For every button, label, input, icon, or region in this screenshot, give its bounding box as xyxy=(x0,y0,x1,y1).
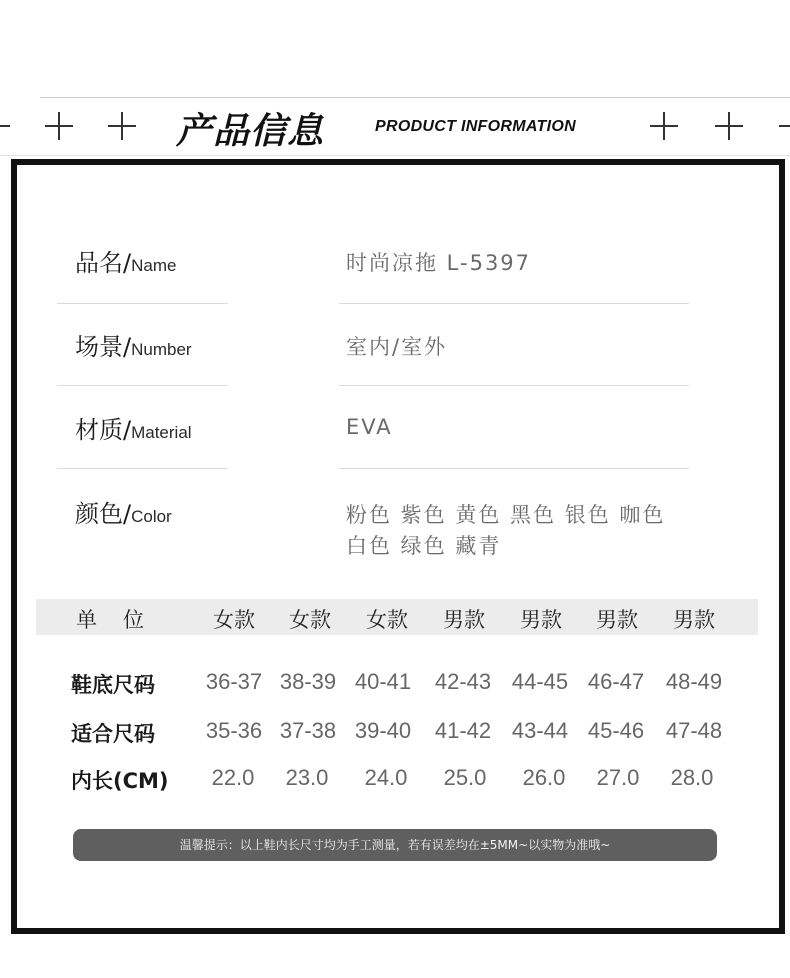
column-header: 女款 xyxy=(289,608,331,632)
dash-decoration-right xyxy=(779,125,790,127)
table-cell: 27.0 xyxy=(596,765,640,790)
row-label-fit-size: 适合尺码 xyxy=(71,722,155,746)
column-header: 男款 xyxy=(673,608,715,632)
divider xyxy=(339,303,689,304)
divider xyxy=(57,303,228,304)
spec-label-name xyxy=(75,243,176,278)
table-cell: 44-45 xyxy=(511,669,569,694)
divider xyxy=(57,468,228,469)
unit-label: 单位 xyxy=(76,608,170,632)
header-bottom-rule xyxy=(0,155,790,156)
table-cell: 35-36 xyxy=(205,718,263,743)
color-line-2: 白色 绿色 藏青 xyxy=(346,534,502,558)
spec-label-cn: 颜色 xyxy=(75,500,123,528)
spec-value-scene: 室内/室外 xyxy=(346,335,448,359)
measurement-note: 温馨提示：以上鞋内长尺寸均为手工测量，若有误差均在±5MM~以实物为准哦~ xyxy=(73,829,717,861)
column-header: 男款 xyxy=(596,608,638,632)
header-top-rule xyxy=(40,97,790,98)
spec-label-scene xyxy=(75,327,192,362)
column-header: 男款 xyxy=(443,608,485,632)
spec-label-color xyxy=(75,494,172,529)
spec-label-en: Name xyxy=(131,256,177,275)
slash-separator: / xyxy=(123,333,132,361)
dash-decoration-left xyxy=(0,125,10,127)
divider xyxy=(339,385,689,386)
spec-label-en: Number xyxy=(131,340,192,359)
table-cell: 22.0 xyxy=(211,765,255,790)
row-label-sole-size: 鞋底尺码 xyxy=(71,673,155,697)
color-line-1: 粉色 紫色 黄色 黑色 银色 咖色 xyxy=(346,503,666,527)
plus-icon xyxy=(715,112,743,140)
slash-separator: / xyxy=(123,416,132,444)
table-cell: 23.0 xyxy=(285,765,329,790)
table-cell: 26.0 xyxy=(522,765,566,790)
table-cell: 45-46 xyxy=(587,718,645,743)
page-title-en: PRODUCT INFORMATION xyxy=(375,118,576,135)
spec-label-en: Material xyxy=(131,423,192,442)
slash-separator: / xyxy=(123,249,132,277)
table-cell: 42-43 xyxy=(434,669,492,694)
table-cell: 25.0 xyxy=(443,765,487,790)
spec-label-cn: 品名 xyxy=(75,249,123,277)
spec-label-cn: 材质 xyxy=(75,416,123,444)
table-cell: 38-39 xyxy=(279,669,337,694)
table-cell: 24.0 xyxy=(364,765,408,790)
table-cell: 37-38 xyxy=(279,718,337,743)
table-cell: 47-48 xyxy=(665,718,723,743)
spec-label-en: Color xyxy=(131,507,172,526)
column-header: 男款 xyxy=(520,608,562,632)
row-label-inner-length: 内长(CM) xyxy=(71,769,169,793)
table-cell: 39-40 xyxy=(354,718,412,743)
plus-icon xyxy=(45,112,73,140)
plus-icon xyxy=(650,112,678,140)
spec-value-material: EVA xyxy=(346,415,393,439)
page-title-cn: 产品信息 xyxy=(176,111,325,152)
table-cell: 48-49 xyxy=(665,669,723,694)
column-header: 女款 xyxy=(366,608,408,632)
divider xyxy=(57,385,228,386)
table-cell: 46-47 xyxy=(587,669,645,694)
divider xyxy=(339,468,689,469)
plus-icon xyxy=(108,112,136,140)
table-cell: 40-41 xyxy=(354,669,412,694)
spec-value-color xyxy=(346,500,665,562)
slash-separator: / xyxy=(123,500,132,528)
table-cell: 28.0 xyxy=(670,765,714,790)
spec-label-material xyxy=(75,410,192,445)
spec-value-name: 时尚凉拖 L-5397 xyxy=(346,251,532,275)
spec-label-cn: 场景 xyxy=(75,333,123,361)
column-header: 女款 xyxy=(213,608,255,632)
table-cell: 41-42 xyxy=(434,718,492,743)
table-cell: 36-37 xyxy=(205,669,263,694)
table-cell: 43-44 xyxy=(511,718,569,743)
